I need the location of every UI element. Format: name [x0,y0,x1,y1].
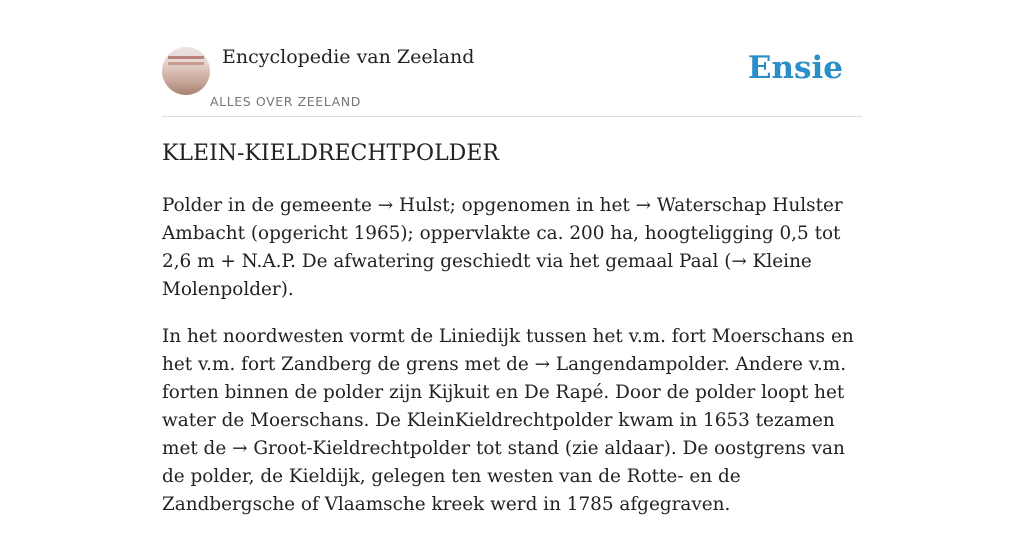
link-groot-kieldrechtpolder[interactable]: → Groot-Kieldrechtpolder [232,438,471,459]
page-title: KLEIN-KIELDRECHTPOLDER [162,141,499,166]
link-hulst[interactable]: → Hulst [377,195,450,216]
site-avatar[interactable] [162,47,210,95]
site-subtitle: ALLES OVER ZEELAND [210,94,361,109]
avatar-stripe [168,56,204,59]
brand-logo[interactable]: Ensie [747,50,843,86]
link-kleine-molenpolder[interactable]: → Kleine Molenpolder [162,251,812,300]
text: ; opgenomen in het [449,195,636,216]
text: ). [280,279,294,300]
text: tot stand (zie aldaar). De oostgrens van de polder, de Kieldijk, gelegen ten westen van de Rotte- en de Zandbergsche of Vlaamsche kreek werd in 1785 afgegraven. [162,438,845,515]
site-title[interactable]: Encyclopedie van Zeeland [222,46,475,68]
text: Polder in de gemeente [162,195,378,216]
site-header [162,44,862,117]
text: (opgericht 1965); oppervlakte ca. 200 ha, hoogteligging 0,5 tot 2,6 m + N.A.P. De afwatering geschiedt via het gemaal Paal ( [162,223,841,272]
text: . Andere v.m. forten binnen de polder zijn Kijkuit en De Rapé. Door de polder loopt het water de Moerschans. De KleinKieldrechtpolder kwam in 1653 tezamen met de [162,354,847,459]
avatar-stripe [168,62,204,65]
article-body [162,192,862,538]
paragraph-1 [162,192,862,304]
link-waterschap-hulster-ambacht[interactable]: → Waterschap Hulster Ambacht [162,195,843,244]
link-langendampolder[interactable]: → Langendampolder [534,354,724,375]
text: In het noordwesten vormt de Liniedijk tussen het v.m. fort Moerschans en het v.m. fort Zandberg de grens met de [162,326,854,375]
paragraph-2 [162,323,862,519]
